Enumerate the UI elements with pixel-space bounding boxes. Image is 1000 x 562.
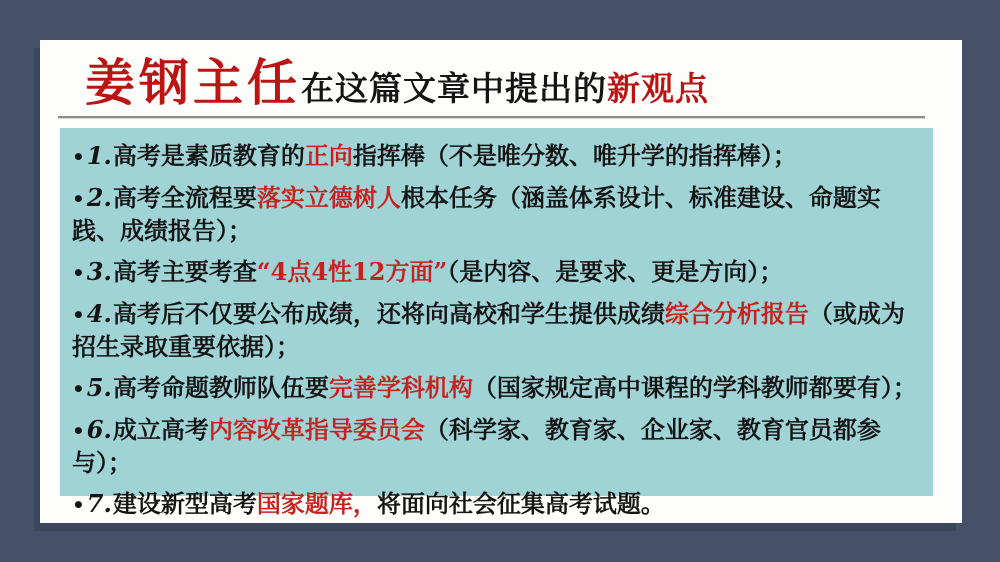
- body-text: 高考命题教师队伍要: [112, 373, 329, 402]
- body-text: （是内容、是要求、更是方向）；: [447, 257, 784, 286]
- highlighted-text: “4点4性12方面”: [256, 257, 448, 286]
- bullet-dot-icon: •: [72, 377, 85, 401]
- page-title: [85, 53, 709, 112]
- title-divider: [58, 116, 925, 119]
- list-item: [72, 140, 923, 173]
- item-number: 5.: [86, 373, 112, 402]
- item-number: 3.: [86, 257, 112, 286]
- body-text: 将面向社会征集高考试题。: [376, 489, 665, 518]
- body-text: 成立高考: [112, 415, 209, 444]
- title-highlight-text: 新观点: [607, 69, 709, 108]
- highlighted-text: 内容改革指导委员会: [208, 415, 425, 444]
- body-text: （或成为招生录取重要依据）；: [72, 299, 905, 361]
- bullet-dot-icon: •: [72, 261, 85, 285]
- highlighted-text: 落实立德树人: [256, 183, 401, 212]
- title-emphasis-text: 姜钢主任: [85, 53, 301, 112]
- body-text: 高考后不仅要公布成绩，还将向高校和学生提供成绩: [112, 299, 665, 328]
- bullet-list: [72, 140, 923, 521]
- body-text: 指挥棒（不是唯分数、唯升学的指挥棒）；: [352, 141, 797, 170]
- body-text: 高考是素质教育的: [112, 141, 305, 170]
- title-middle-text: 在这篇文章中提出的: [301, 69, 607, 108]
- bullet-dot-icon: •: [72, 303, 85, 327]
- list-item: [72, 488, 923, 521]
- bullet-dot-icon: •: [72, 493, 85, 517]
- highlighted-text: 完善学科机构: [328, 373, 473, 402]
- list-item: [72, 256, 923, 289]
- body-text: 高考主要考查: [112, 257, 257, 286]
- bullet-dot-icon: •: [72, 419, 85, 443]
- item-number: 7.: [86, 489, 112, 518]
- item-number: 6.: [86, 415, 112, 444]
- body-text: 建设新型高考: [112, 489, 257, 518]
- slide: [40, 40, 962, 523]
- body-text: 高考全流程要: [112, 183, 257, 212]
- item-number: 2.: [86, 183, 112, 212]
- body-text: 根本任务（涵盖体系设计、标准建设、命题实践、成绩报告）；: [72, 183, 881, 245]
- bullet-dot-icon: •: [72, 187, 85, 211]
- body-text: （国家规定高中课程的学科教师都要有）；: [472, 373, 917, 402]
- highlighted-text: 正向: [304, 141, 353, 170]
- item-number: 1.: [86, 141, 112, 170]
- highlighted-text: 国家题库，: [256, 489, 377, 518]
- bullet-dot-icon: •: [72, 145, 85, 169]
- highlighted-text: 综合分析报告: [664, 299, 809, 328]
- list-item: [72, 182, 923, 247]
- list-item: [72, 298, 923, 363]
- item-number: 4.: [86, 299, 112, 328]
- content-box: [60, 128, 933, 518]
- body-text: （科学家、教育家、企业家、教育官员都参与）；: [72, 415, 881, 477]
- list-item: [72, 414, 923, 479]
- list-item: [72, 372, 923, 405]
